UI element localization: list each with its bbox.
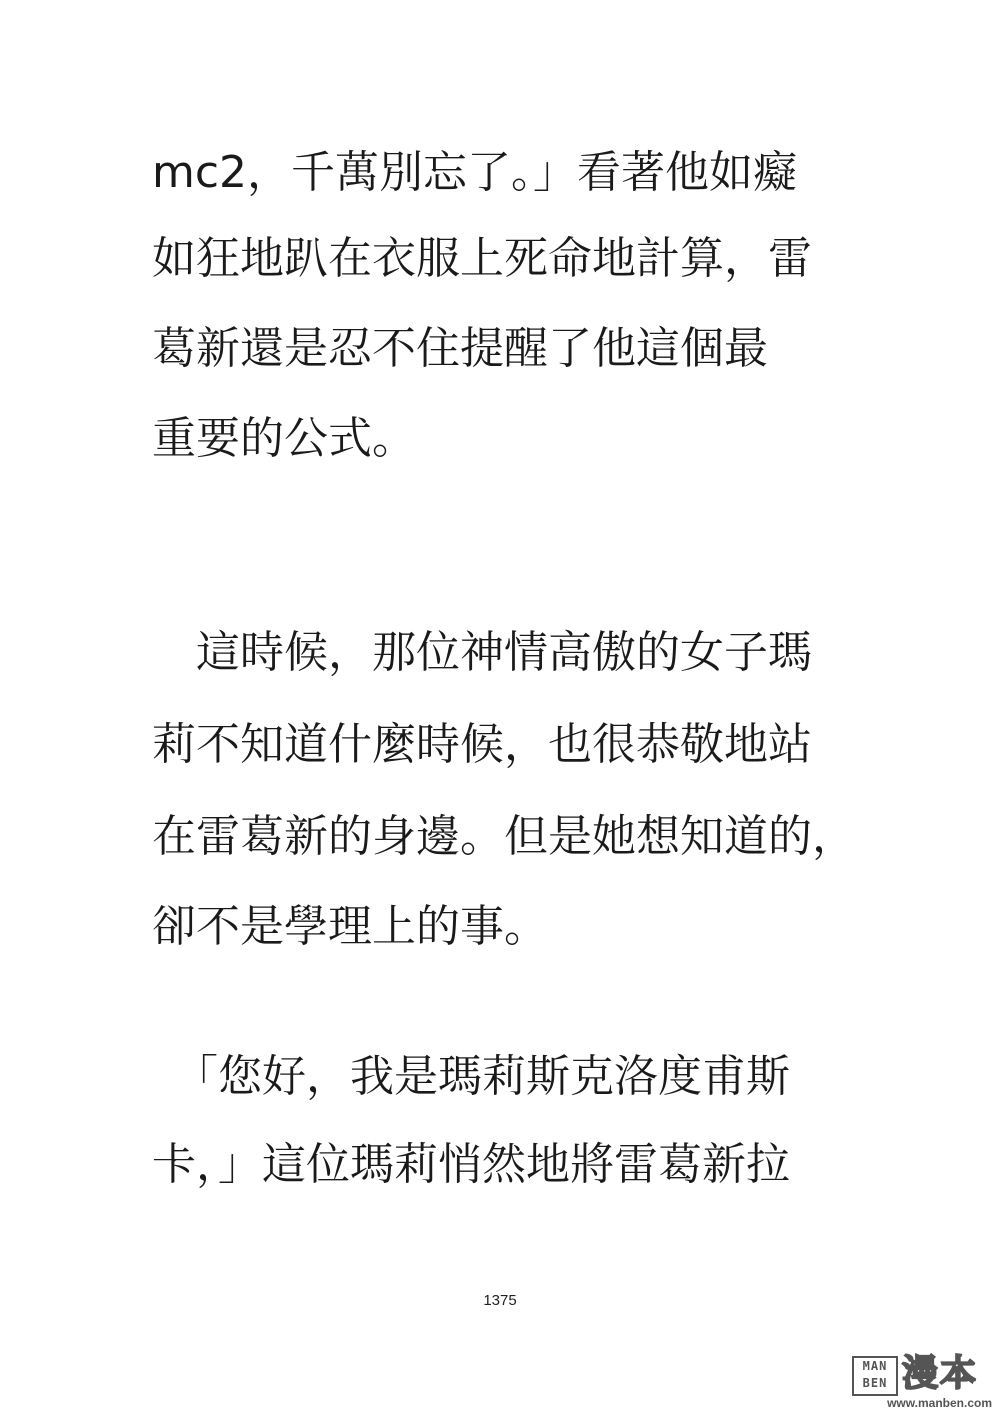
page-number: 1375 <box>483 1292 517 1309</box>
text-line: 卡，」這位瑪莉悄然地將雷葛新拉 <box>152 1139 790 1190</box>
text-line: 這時候，那位神情高傲的女子瑪 <box>152 627 812 678</box>
watermark-name: 漫本 <box>902 1353 979 1394</box>
text-line: 「您好，我是瑪莉斯克洛度甫斯 <box>152 1051 790 1102</box>
text-line: 葛新還是忍不住提醒了他這個最 <box>152 323 768 374</box>
text-line: 在雷葛新的身邊。但是她想知道的， <box>152 811 856 862</box>
text-line: mc2，千萬別忘了。」看著他如癡 <box>152 147 798 198</box>
text-line: 重要的公式。 <box>152 413 416 464</box>
watermark-url: www.manben.com <box>887 1396 992 1410</box>
watermark <box>852 1354 992 1410</box>
text-line: 莉不知道什麼時候，也很恭敬地站 <box>152 719 812 770</box>
text-line: 卻不是學理上的事。 <box>152 901 548 952</box>
text-line: 如狂地趴在衣服上死命地計算，雷 <box>152 233 812 284</box>
watermark-logo-icon: MAN BEN <box>852 1356 898 1396</box>
